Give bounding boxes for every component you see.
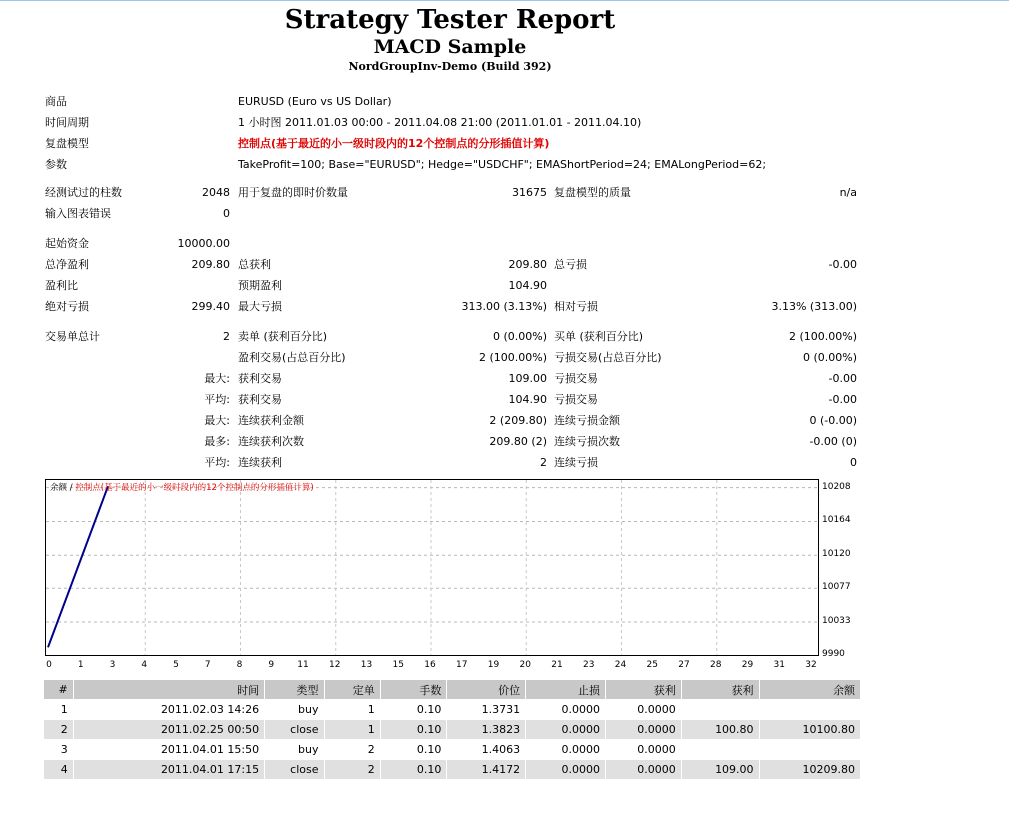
- deal-cell: 0.0000: [526, 760, 606, 780]
- x-tick-label: 17: [456, 660, 468, 670]
- ticks-value: 31675: [512, 186, 547, 199]
- deal-row: [44, 720, 861, 740]
- max-consecutive-losses-value: 0 (-0.00): [809, 414, 857, 427]
- deal-cell: 2011.04.01 15:50: [73, 740, 264, 760]
- col-size-header: 手数: [380, 680, 447, 700]
- maximal-drawdown-label: 最大亏损: [238, 300, 282, 313]
- long-positions-value: 2 (100.00%): [788, 330, 857, 343]
- deposit-value: 10000.00: [177, 237, 230, 250]
- max-consecutive-profit-label: 连续获利次数: [238, 435, 304, 448]
- deal-cell: 10209.80: [759, 760, 860, 780]
- deal-cell: 100.80: [681, 720, 759, 740]
- deal-cell: 0.0000: [606, 720, 682, 740]
- x-tick-label: 29: [741, 660, 754, 670]
- report-header: [0, 5, 900, 75]
- x-tick-label: 7: [204, 660, 211, 670]
- deal-cell: 0.0000: [606, 740, 682, 760]
- quality-value: n/a: [839, 186, 857, 199]
- x-tick-label: 1: [77, 660, 84, 670]
- net-profit-label: 总净盈利: [45, 258, 89, 271]
- x-tick-label: 32: [805, 660, 817, 670]
- profit-factor-label: 盈利比: [45, 279, 78, 292]
- deal-cell: 2011.02.25 00:50: [73, 720, 264, 740]
- x-tick-label: 11: [297, 660, 309, 670]
- deal-cell: 4: [44, 760, 74, 780]
- average2-label: 平均:: [204, 456, 230, 469]
- deal-cell: 1.4172: [447, 760, 526, 780]
- relative-drawdown-value: 3.13% (313.00): [771, 300, 857, 313]
- deal-cell: 2: [44, 720, 74, 740]
- bars-label: 经测试过的柱数: [45, 186, 122, 199]
- gross-profit-value: 209.80: [508, 258, 547, 271]
- x-tick-label: 27: [678, 660, 690, 670]
- col-tp-header: 获利: [606, 680, 682, 700]
- x-tick-label: 16: [424, 660, 436, 670]
- average-loss-value: -0.00: [828, 393, 857, 406]
- largest-profit-value: 109.00: [508, 372, 547, 385]
- x-tick-label: 12: [329, 660, 341, 670]
- deal-cell: 0.10: [380, 760, 447, 780]
- net-profit-value: 209.80: [191, 258, 230, 271]
- balance-series-line: [48, 486, 108, 647]
- y-tick-label: 10164: [822, 515, 851, 526]
- ticks-label: 用于复盘的即时价数量: [238, 186, 348, 199]
- x-tick-label: 21: [551, 660, 563, 670]
- profit-trades-label: 盈利交易(占总百分比): [238, 351, 346, 364]
- x-tick-label: 3: [109, 660, 116, 670]
- x-tick-label: 23: [583, 660, 595, 670]
- deal-cell: 109.00: [681, 760, 759, 780]
- gross-profit-label: 总获利: [238, 258, 271, 271]
- balance-chart: [45, 479, 819, 656]
- gross-loss-label: 总亏损: [554, 258, 587, 271]
- x-tick-label: 20: [519, 660, 531, 670]
- col-number-header: #: [44, 680, 74, 700]
- col-time-header: 时间: [73, 680, 264, 700]
- x-tick-label: 19: [487, 660, 500, 670]
- deal-cell: 1: [324, 700, 380, 720]
- y-tick-label: 9990: [822, 649, 845, 659]
- deposit-label: 起始资金: [45, 237, 89, 250]
- deal-cell: 1.3731: [447, 700, 526, 720]
- col-profit-header: 获利: [681, 680, 759, 700]
- period-value: 1 小时图 2011.01.03 00:00 - 2011.04.08 21:00 (2011.01.01 - 2011.04.10): [238, 116, 642, 129]
- short-positions-value: 0 (0.00%): [492, 330, 547, 343]
- deal-cell: close: [265, 760, 324, 780]
- absolute-drawdown-value: 299.40: [191, 300, 230, 313]
- deal-cell: 2011.02.03 14:26: [73, 700, 264, 720]
- deals-body: [44, 700, 861, 780]
- profit-trades-value: 2 (100.00%): [478, 351, 547, 364]
- deal-cell: [759, 740, 860, 760]
- chart-legend-model: 控制点(基于最近的小一级时段内的12个控制点的分形插值计算): [75, 483, 314, 493]
- max-consecutive-losses-label: 连续亏损金额: [554, 414, 620, 427]
- x-tick-label: 8: [236, 660, 243, 670]
- deal-cell: 2011.04.01 17:15: [73, 760, 264, 780]
- deal-cell: 0.10: [380, 700, 447, 720]
- max-consecutive-loss-label: 连续亏损次数: [554, 435, 620, 448]
- total-trades-label: 交易单总计: [45, 330, 100, 343]
- report-title: Strategy Tester Report: [284, 5, 616, 35]
- largest-label: 最大:: [204, 372, 230, 385]
- deal-cell: 10100.80: [759, 720, 860, 740]
- expected-payoff-label: 预期盈利: [238, 279, 282, 292]
- deal-cell: [681, 740, 759, 760]
- deal-cell: 2: [324, 760, 380, 780]
- col-type-header: 类型: [265, 680, 324, 700]
- absolute-drawdown-label: 绝对亏损: [45, 300, 89, 313]
- maximal-label: 最多:: [204, 435, 230, 448]
- x-tick-label: 13: [360, 660, 373, 670]
- deal-cell: buy: [265, 740, 324, 760]
- deal-cell: 1: [44, 700, 74, 720]
- gross-loss-value: -0.00: [828, 258, 857, 271]
- deal-row: [44, 760, 861, 780]
- max-consecutive-loss-value: -0.00 (0): [809, 435, 857, 448]
- server-build: NordGroupInv-Demo (Build 392): [348, 60, 552, 73]
- long-positions-label: 买单 (获利百分比): [554, 330, 644, 343]
- bars-value: 2048: [202, 186, 230, 199]
- maximum-label: 最大:: [204, 414, 230, 427]
- deal-cell: [681, 700, 759, 720]
- average-label: 平均:: [204, 393, 230, 406]
- deals-header-row: [44, 680, 861, 700]
- col-sl-header: 止损: [526, 680, 606, 700]
- y-tick-label: 10208: [822, 481, 851, 492]
- deal-cell: 0.10: [380, 740, 447, 760]
- deal-row: [44, 700, 861, 720]
- chart-legend: [50, 483, 314, 493]
- symbol-label: 商品: [45, 95, 67, 108]
- mismatch-value: 0: [223, 207, 230, 220]
- col-order-header: 定单: [324, 680, 380, 700]
- average-profit-label: 获利交易: [238, 393, 282, 406]
- maximal-drawdown-value: 313.00 (3.13%): [461, 300, 547, 313]
- x-tick-label: 9: [268, 660, 275, 670]
- chart-legend-prefix: 余额 /: [50, 483, 76, 493]
- deal-cell: 0.0000: [606, 700, 682, 720]
- deals-table: [43, 679, 861, 780]
- params-label: 参数: [45, 158, 67, 171]
- deal-cell: 1.3823: [447, 720, 526, 740]
- deal-cell: [759, 700, 860, 720]
- expected-payoff-value: 104.90: [508, 279, 547, 292]
- total-trades-value: 2: [223, 330, 230, 343]
- expert-name: MACD Sample: [373, 36, 527, 58]
- col-price-header: 价位: [447, 680, 526, 700]
- max-consecutive-wins-label: 连续获利金额: [238, 414, 304, 427]
- x-tick-label: 0: [46, 660, 52, 670]
- deal-cell: 0.10: [380, 720, 447, 740]
- largest-loss-value: -0.00: [828, 372, 857, 385]
- avg-consecutive-wins-label: 连续获利: [238, 456, 282, 469]
- deal-cell: 0.0000: [606, 760, 682, 780]
- col-balance-header: 余额: [759, 680, 860, 700]
- x-tick-label: 28: [710, 660, 722, 670]
- deal-cell: 0.0000: [526, 720, 606, 740]
- deal-cell: 1: [324, 720, 380, 740]
- balance-chart-svg: [46, 480, 818, 655]
- mismatch-label: 输入图表错误: [45, 207, 111, 220]
- x-tick-label: 31: [773, 660, 785, 670]
- top-border-line: [0, 0, 1009, 1]
- deal-cell: 0.0000: [526, 700, 606, 720]
- model-label: 复盘模型: [45, 137, 89, 150]
- deal-cell: 1.4063: [447, 740, 526, 760]
- quality-label: 复盘模型的质量: [554, 186, 631, 199]
- loss-trades-label: 亏损交易(占总百分比): [554, 351, 662, 364]
- largest-loss-label: 亏损交易: [554, 372, 598, 385]
- deal-cell: 0.0000: [526, 740, 606, 760]
- x-tick-label: 24: [614, 660, 627, 670]
- symbol-value: EURUSD (Euro vs US Dollar): [238, 95, 392, 108]
- x-tick-label: 4: [141, 660, 148, 670]
- max-consecutive-profit-value: 209.80 (2): [489, 435, 547, 448]
- short-positions-label: 卖单 (获利百分比): [238, 330, 328, 343]
- relative-drawdown-label: 相对亏损: [554, 300, 598, 313]
- avg-consecutive-losses-label: 连续亏损: [554, 456, 598, 469]
- deal-row: [44, 740, 861, 760]
- model-value: 控制点(基于最近的小一级时段内的12个控制点的分形插值计算): [238, 137, 550, 150]
- period-label: 时间周期: [45, 116, 89, 129]
- avg-consecutive-losses-value: 0: [850, 456, 857, 469]
- y-tick-label: 10033: [822, 615, 851, 626]
- chart-grid: [46, 480, 818, 655]
- x-tick-label: 15: [392, 660, 404, 670]
- loss-trades-value: 0 (0.00%): [802, 351, 857, 364]
- deal-cell: 3: [44, 740, 74, 760]
- largest-profit-label: 获利交易: [238, 372, 282, 385]
- params-value: TakeProfit=100; Base="EURUSD"; Hedge="USDCHF"; EMAShortPeriod=24; EMALongPeriod=62;: [238, 158, 767, 171]
- y-tick-label: 10077: [822, 582, 851, 593]
- max-consecutive-wins-value: 2 (209.80): [489, 414, 547, 427]
- average-loss-label: 亏损交易: [554, 393, 598, 406]
- x-tick-label: 25: [646, 660, 658, 670]
- deal-cell: close: [265, 720, 324, 740]
- y-tick-label: 10120: [822, 549, 851, 560]
- x-tick-label: 5: [173, 660, 179, 670]
- deal-cell: buy: [265, 700, 324, 720]
- deal-cell: 2: [324, 740, 380, 760]
- avg-consecutive-wins-value: 2: [540, 456, 547, 469]
- average-profit-value: 104.90: [508, 393, 547, 406]
